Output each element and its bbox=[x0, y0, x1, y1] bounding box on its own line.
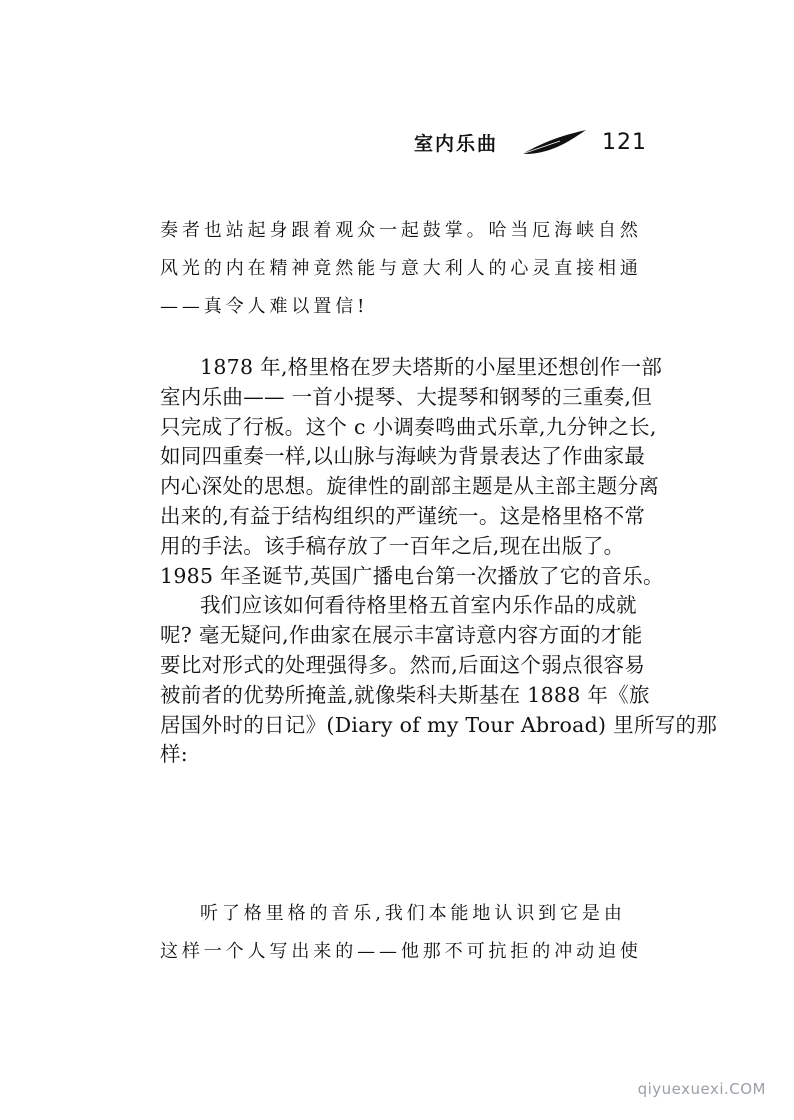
body-line: 内心深处的思想。旋律性的副部主题是从主部主题分离 bbox=[160, 474, 660, 499]
body-line: 呢? 毫无疑问,作曲家在展示丰富诗意内容方面的才能 bbox=[160, 623, 643, 648]
body-line: 样: bbox=[160, 742, 189, 767]
page-number: 121 bbox=[602, 129, 648, 155]
feather-icon bbox=[520, 128, 588, 156]
quote-line: ——真令人难以置信! bbox=[160, 296, 369, 317]
body-line: 如同四重奏一样,以山脉与海峡为背景表达了作曲家最 bbox=[160, 444, 646, 469]
body-line: 被前者的优势所掩盖,就像柴科夫斯基在 1888 年《旅 bbox=[160, 682, 650, 707]
body-line: 我们应该如何看待格里格五首室内乐作品的成就 bbox=[200, 593, 637, 618]
body-line: 1878 年,格里格在罗夫塔斯的小屋里还想创作一部 bbox=[200, 355, 663, 379]
running-header bbox=[414, 124, 647, 160]
body-line: 用的手法。该手稿存放了一百年之后,现在出版了。 bbox=[160, 533, 625, 558]
body-line: 要比对形式的处理强得多。然而,后面这个弱点很容易 bbox=[160, 652, 646, 677]
chapter-title: 室内乐曲 bbox=[414, 132, 499, 155]
body-line: 只完成了行板。这个 c 小调奏鸣曲式乐章,九分钟之长, bbox=[160, 414, 657, 439]
body-line: 1985 年圣诞节,英国广播电台第一次播放了它的音乐。 bbox=[160, 563, 664, 588]
body-line: 室内乐曲—— 一首小提琴、大提琴和钢琴的三重奏,但 bbox=[160, 384, 653, 409]
quote-line: 这样一个人写出来的——他那不可抗拒的冲动迫使 bbox=[160, 941, 642, 962]
body-paragraphs bbox=[160, 353, 718, 770]
quote-line: 听了格里格的音乐,我们本能地认识到它是由 bbox=[200, 903, 626, 924]
body-line: 居国外时的日记》(Diary of my Tour Abroad) 里所写的那 bbox=[160, 712, 718, 737]
watermark: qiyuexuexi.COM bbox=[637, 1080, 766, 1098]
block-quote-top bbox=[160, 212, 660, 326]
quote-line: 奏者也站起身跟着观众一起鼓掌。哈当厄海峡自然 bbox=[160, 220, 642, 241]
block-quote-bottom bbox=[160, 895, 660, 971]
body-line: 出来的,有益于结构组织的严谨统一。这是格里格不常 bbox=[160, 503, 646, 528]
quote-line: 风光的内在精神竟然能与意大利人的心灵直接相通 bbox=[160, 258, 642, 279]
